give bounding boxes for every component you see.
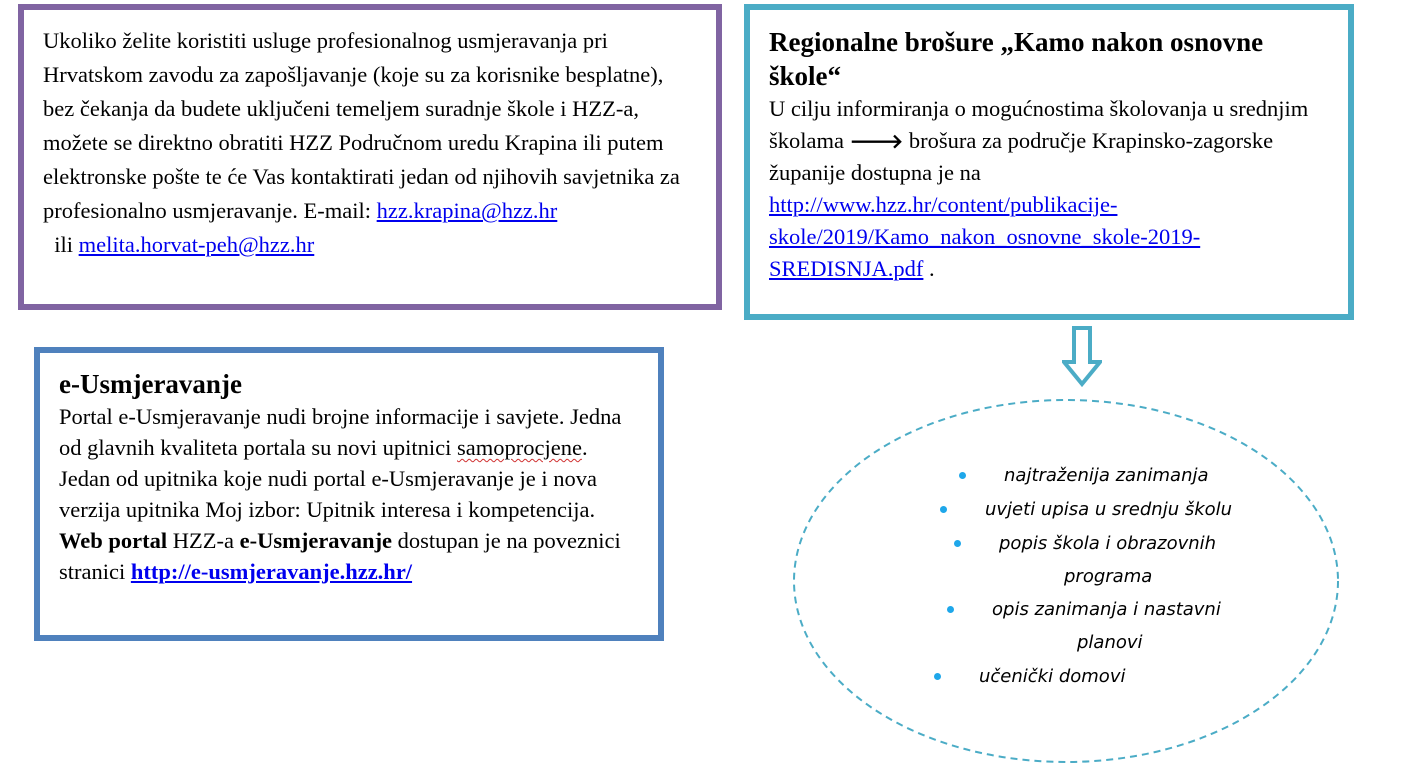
list-item-text: opis zanimanja i nastavni [992,599,1221,620]
down-arrow-icon [1062,326,1102,388]
brochure-link-line-1: http://www.hzz.hr/content/publikacije- [769,192,1118,217]
list-item-text: najtraženija zanimanja [1004,465,1209,486]
list-item-text: programa [1064,566,1153,587]
brochure-title: Regionalne brošure „Kamo nakon osnovne škole“ [769,27,1264,91]
brochure-pdf-link[interactable] [769,192,1200,281]
list-item-text: učenički domovi [979,666,1126,687]
spellcheck-word: samoprocjene [457,435,582,460]
right-arrow-icon: 🡒 [849,129,904,153]
brochure-text-1: U cilju informiranja o mogućnostima školovanja u srednjim školama [769,96,1309,153]
e-usmjeravanje-portal-link[interactable]: http://e-usmjeravanje.hzz.hr/ [130,559,413,584]
e-usmjeravanje-title: e-Usmjeravanje [59,369,242,399]
e-usmjeravanje-box [34,347,664,641]
eusmj-text-2: . Jedan od upitnika koje nudi portal e-Usmjeravanje je i nova verzija upitnika Moj izbor: Upitnik interesa i kompetencija. [59,435,597,522]
hzz-box-text: Ukoliko želite koristiti usluge profesionalnog usmjeravanja pri Hrvatskom zavodu za zapošljavanje (koje su za korisnike besplatne), bez čekanja da budete uključeni temeljem suradnje škole i HZZ-a, možete se direktno obratiti HZZ Područnom uredu Krapina ili putem elektronske pošte te će Vas kontaktirati jedan od njihovih savjetnika za profesionalno usmjeravanje. E-mail: [43,28,680,223]
eusmj-text-1: Portal e-Usmjeravanje nudi brojne informacije i savjete. Jedna od glavnih kvaliteta portala su novi upitnici [59,404,622,460]
eusmj-text-3: HZZ-a [167,528,240,553]
email-link-melita-horvat-peh[interactable]: melita.horvat-peh@hzz.hr [78,232,315,257]
brochure-link-line-2: skole/2019/Kamo_nakon_osnovne_skole-2019- [769,224,1201,249]
eusmj-text-4: dostupan je na poveznici stranici [59,528,621,584]
brochure-end-punct: . [923,256,935,281]
list-item-text: uvjeti upisa u srednju školu [985,499,1233,520]
hzz-box-separator: ili [43,232,79,257]
dashed-ellipse [790,396,1342,766]
regional-brochure-box [744,4,1354,320]
brochure-text-2: brošura za područje Krapinsko-zagorske županije dostupna je na [769,128,1274,185]
brochure-link-line-3: SREDISNJA.pdf [769,256,924,281]
web-portal-label: Web portal [59,528,168,553]
email-link-hzz-krapina[interactable]: hzz.krapina@hzz.hr [376,198,558,223]
list-item-text: planovi [1077,632,1143,653]
list-item-text: popis škola i obrazovnih [999,533,1217,554]
portal-name: e-Usmjeravanje [239,528,393,553]
hzz-krapina-box [18,4,722,310]
